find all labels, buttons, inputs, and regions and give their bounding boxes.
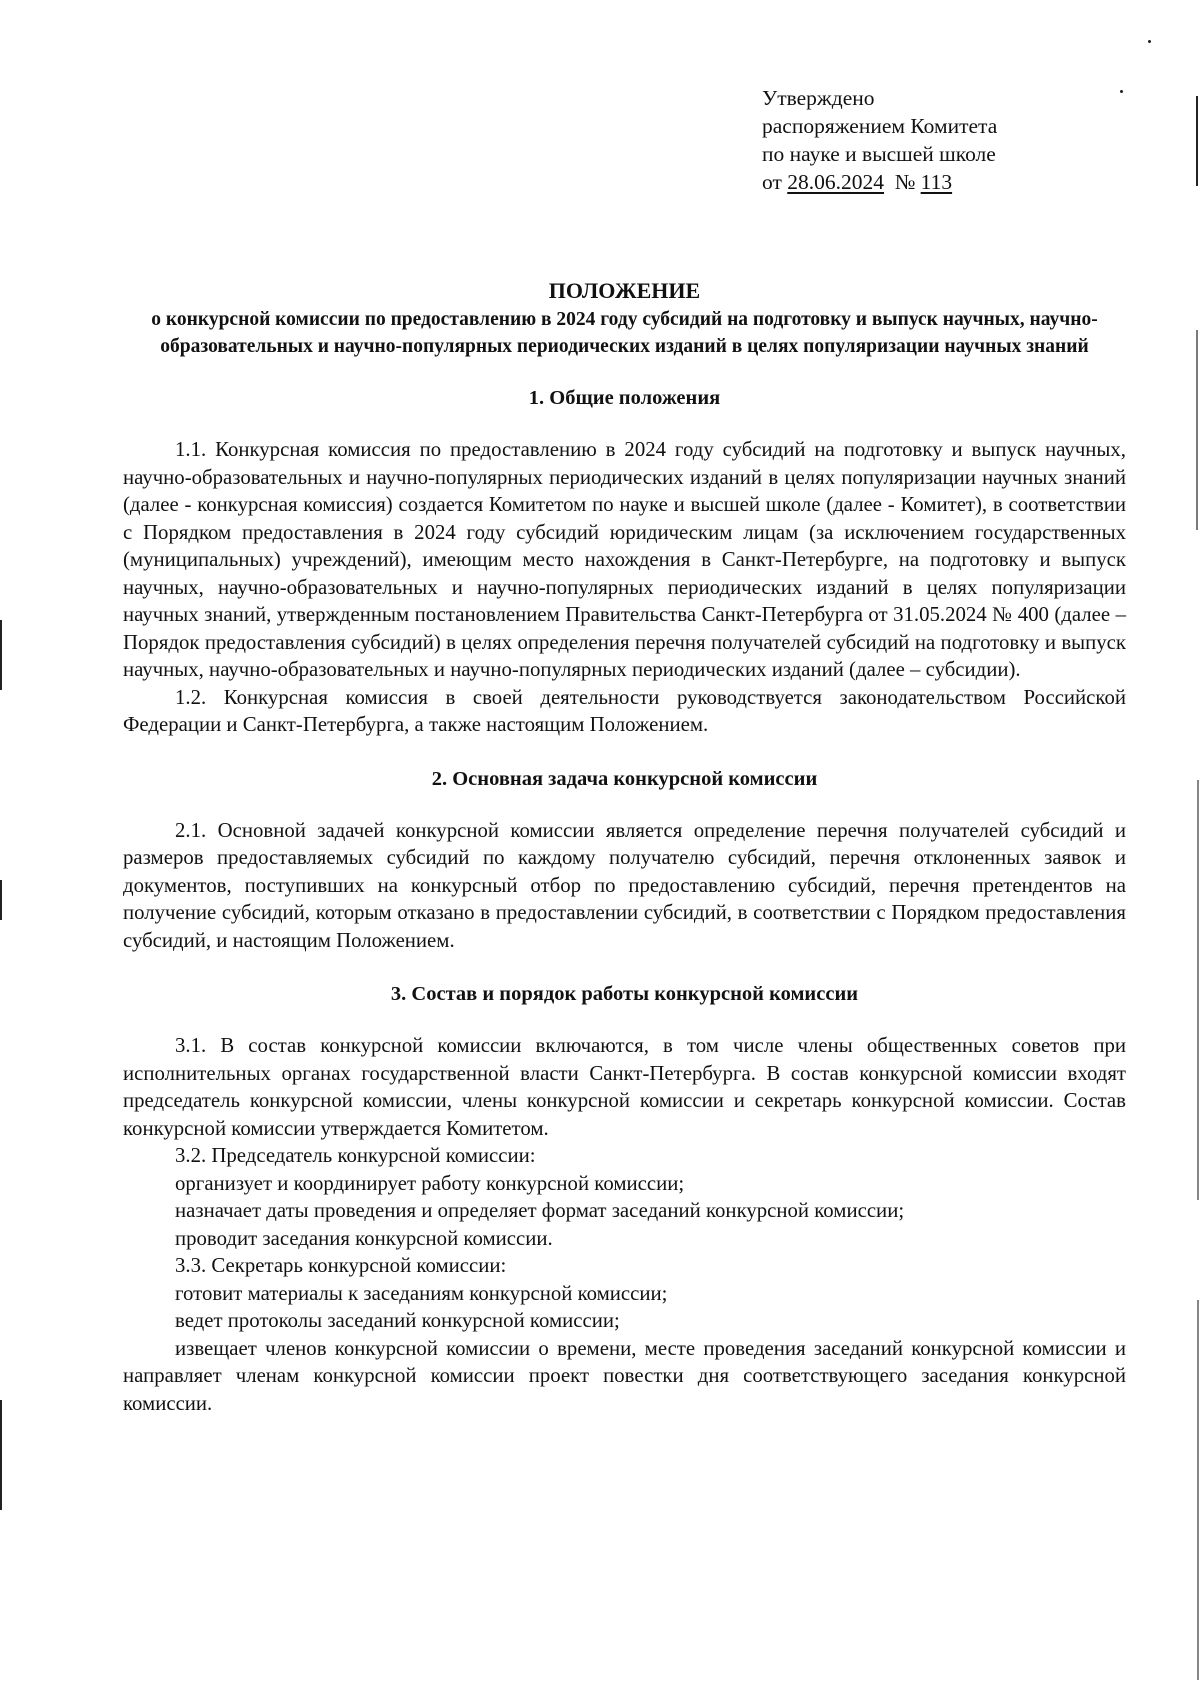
- paragraph: 1.2. Конкурсная комиссия в своей деятельности руководствуется законодательством Российской Федерации и Санкт-Петербурга, а также настоящим Положением.: [123, 685, 1126, 736]
- list-item: ведет протоколы заседаний конкурсной комиссии;: [175, 1309, 620, 1332]
- scan-edge-mark: [0, 880, 2, 920]
- document-body: [123, 276, 1126, 1417]
- paragraph: 3.3. Секретарь конкурсной комиссии:: [175, 1254, 507, 1277]
- list-item: извещает членов конкурсной комиссии о времени, месте проведения заседаний конкурсной комиссии и направляет членам конкурсной комиссии проект повестки дня соответствующего заседания конкурсной комиссии.: [123, 1336, 1126, 1415]
- section-title: 3. Состав и порядок работы конкурсной комиссии: [390, 983, 859, 1005]
- document-title: ПОЛОЖЕНИЕ: [548, 278, 701, 303]
- approval-date: 28.06.2024: [787, 170, 884, 194]
- approval-date-line: [762, 168, 997, 196]
- list-item: готовит материалы к заседаниям конкурсной комиссии;: [175, 1281, 668, 1305]
- section-title: 2. Основная задача конкурсной комиссии: [431, 767, 818, 790]
- approval-line: Утверждено: [762, 86, 875, 110]
- paragraph: 3.2. Председатель конкурсной комиссии:: [175, 1144, 536, 1167]
- list-item: проводит заседания конкурсной комиссии.: [175, 1226, 553, 1250]
- scan-dot-mark: [1120, 90, 1123, 93]
- scan-edge-mark: [1197, 780, 1199, 1200]
- paragraph: 3.1. В состав конкурсной комиссии включаются, в том числе члены общественных советов при исполнительных органах государственной власти Санкт-Петербурга. В состав конкурсной комиссии входят председатель конкурсной комиссии, члены конкурсной комиссии и секретарь конкурсной комиссии. Состав конкурсной комиссии утверждается Комитетом.: [123, 1034, 1126, 1140]
- approval-stamp: [762, 84, 997, 196]
- scan-edge-mark: [0, 1400, 2, 1510]
- paragraph: 1.1. Конкурсная комиссия по предоставлению в 2024 году субсидий на подготовку и выпуск научных, научно-образовательных и научно-популярных периодических изданий в целях популяризации научных знаний (далее - конкурсная комиссия) создается Комитетом по науке и высшей школе (далее - Комитет), в соответствии с Порядком предоставления в 2024 году субсидий юридическим лицам (за исключением государственных (муниципальных) учреждений), имеющим место нахождения в Санкт-Петербурге, на подготовку и выпуск научных, научно-образовательных и научно-популярных периодических изданий в целях популяризации научных знаний, утвержденным постановлением Правительства Санкт-Петербурга от 31.05.2024 № 400 (далее – Порядок предоставления субсидий) в целях определения перечня получателей субсидий на подготовку и выпуск научных, научно-образовательных и научно-популярных периодических изданий (далее – субсидии).: [123, 438, 1126, 681]
- scan-edge-mark: [1196, 96, 1198, 186]
- approval-line: распоряжением Комитета: [762, 114, 998, 138]
- paragraph: 2.1. Основной задачей конкурсной комиссии является определение перечня получателей субсидий и размеров предоставляемых субсидий по каждому получателю субсидий, перечня отклоненных заявок и документов, поступивших на конкурсный отбор по предоставлению субсидий, перечня претендентов на получение субсидий, которым отказано в предоставлении субсидий, в соответствии с Порядком предоставления субсидий, и настоящим Положением.: [123, 818, 1126, 952]
- scan-dot-mark: [1148, 40, 1151, 43]
- document-subtitle: о конкурсной комиссии по предоставлению в 2024 году субсидий на подготовку и выпуск научных, научно-образовательных и научно-популярных периодических изданий в целях популяризации научных знаний: [151, 309, 1098, 357]
- number-prefix: №: [894, 170, 916, 194]
- list-item: организует и координирует работу конкурсной комиссии;: [175, 1171, 685, 1195]
- scan-edge-mark: [1196, 330, 1198, 530]
- scan-edge-mark: [0, 620, 2, 690]
- list-item: назначает даты проведения и определяет формат заседаний конкурсной комиссии;: [175, 1199, 905, 1222]
- scan-edge-mark: [1197, 1300, 1199, 1680]
- section-title: 1. Общие положения: [528, 387, 721, 409]
- approval-number: 113: [920, 170, 953, 194]
- approval-line: по науке и высшей школе: [762, 142, 996, 166]
- date-prefix: от: [762, 170, 782, 194]
